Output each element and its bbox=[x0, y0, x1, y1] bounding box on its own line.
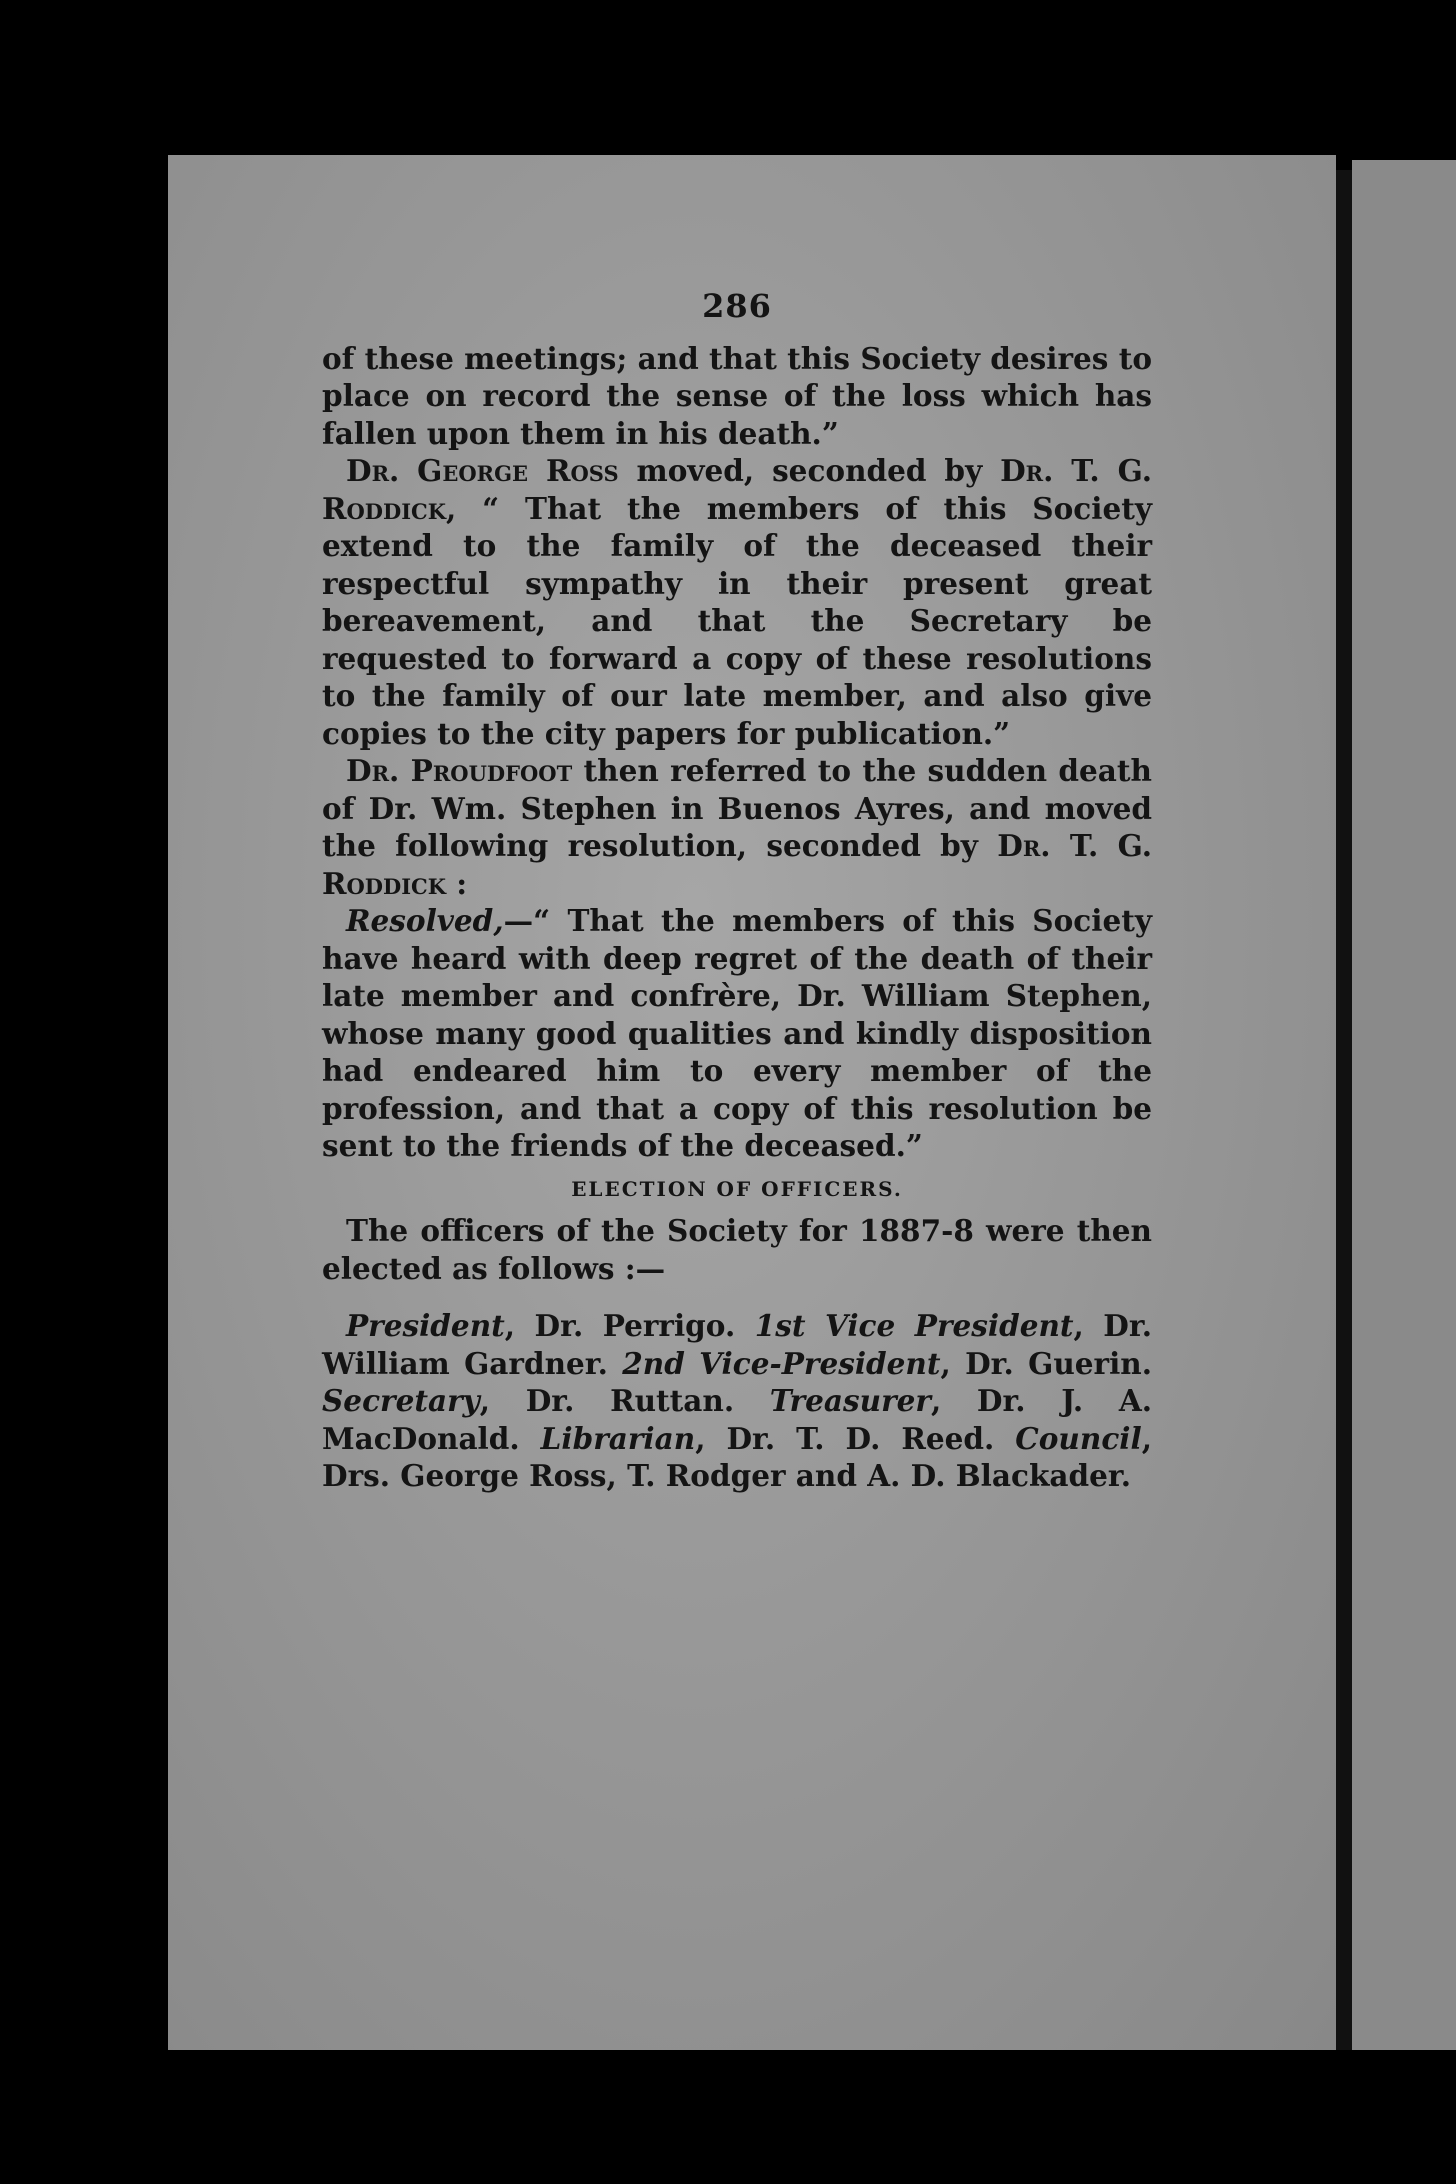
officer-vp1: , Dr. William Gardner. bbox=[322, 1308, 1152, 1381]
seconder-name: Dr. T. G. Roddick bbox=[322, 828, 1152, 901]
officer-title-librarian: Librarian bbox=[540, 1420, 696, 1456]
officer-title-treasurer: Treasurer bbox=[769, 1383, 931, 1418]
resolution-text: —“ That the members of this Society have heard with deep regret of the death of their late member and confrère, Dr. William Stephen, whose many good qualities and kindly disposition had endeared him to every member of the profession, and that a copy of this resolution be sent to the friends of the deceased.” bbox=[322, 903, 1152, 1163]
motion-text-b: : bbox=[446, 865, 468, 901]
officer-title-secretary: Secretary bbox=[322, 1383, 480, 1418]
mover-name: Dr. George Ross bbox=[346, 453, 619, 488]
officer-title-council: Council bbox=[1015, 1420, 1142, 1456]
officer-secretary: , Dr. Ruttan. bbox=[479, 1383, 770, 1418]
paragraph-resolution bbox=[322, 902, 1152, 1165]
officer-title-vp1: 1st Vice President bbox=[754, 1308, 1074, 1343]
officer-librarian: , Dr. T. D. Reed. bbox=[695, 1420, 1016, 1456]
page-gutter bbox=[1336, 170, 1352, 2050]
motion-text-a: then referred to the sudden death of Dr. Wm. Stephen in Buenos Ayres, and moved the following resolution, seconded by bbox=[322, 753, 1153, 863]
officer-vp2: , Dr. Guerin. bbox=[940, 1345, 1152, 1381]
officer-title-president: President bbox=[346, 1308, 505, 1343]
page-text bbox=[322, 288, 1152, 1495]
paragraph-officers bbox=[322, 1307, 1152, 1495]
section-heading: ELECTION OF OFFICERS. bbox=[571, 1176, 903, 1201]
paragraph-meetings: of these meetings; and that this Society desires to place on record the sense of the loss which has fallen upon them in his death.” bbox=[322, 340, 1152, 451]
adjacent-page-edge bbox=[1352, 160, 1456, 2050]
motion-text-a: moved, seconded by bbox=[618, 453, 1001, 488]
officer-title-vp2: 2nd Vice-President bbox=[622, 1345, 941, 1381]
motion-text-b: , “ That the members of this Society extend to the family of the deceased their respectful sympathy in their present great bereavement, and that the Secretary be requested to forward a copy of these resolutions to the family of our late member, and also give copies to the city papers for publication.” bbox=[322, 490, 1152, 751]
paragraph-ross-motion bbox=[322, 452, 1152, 752]
officer-council: , Drs. George Ross, T. Rodger and A. D. Blackader. bbox=[322, 1420, 1152, 1493]
page-number: 286 bbox=[702, 287, 772, 325]
resolved-label: Resolved, bbox=[346, 903, 504, 938]
seconder-name: Dr. T. G. Roddick bbox=[322, 453, 1152, 526]
officer-president: , Dr. Perrigo. bbox=[504, 1308, 755, 1343]
mover-name: Dr. Proudfoot bbox=[346, 753, 573, 788]
officer-treasurer: , Dr. J. A. MacDonald. bbox=[322, 1383, 1152, 1456]
paragraph-election-intro: The officers of the Society for 1887-8 were then elected as follows :— bbox=[322, 1213, 1152, 1286]
paragraph-proudfoot-motion bbox=[322, 752, 1152, 902]
